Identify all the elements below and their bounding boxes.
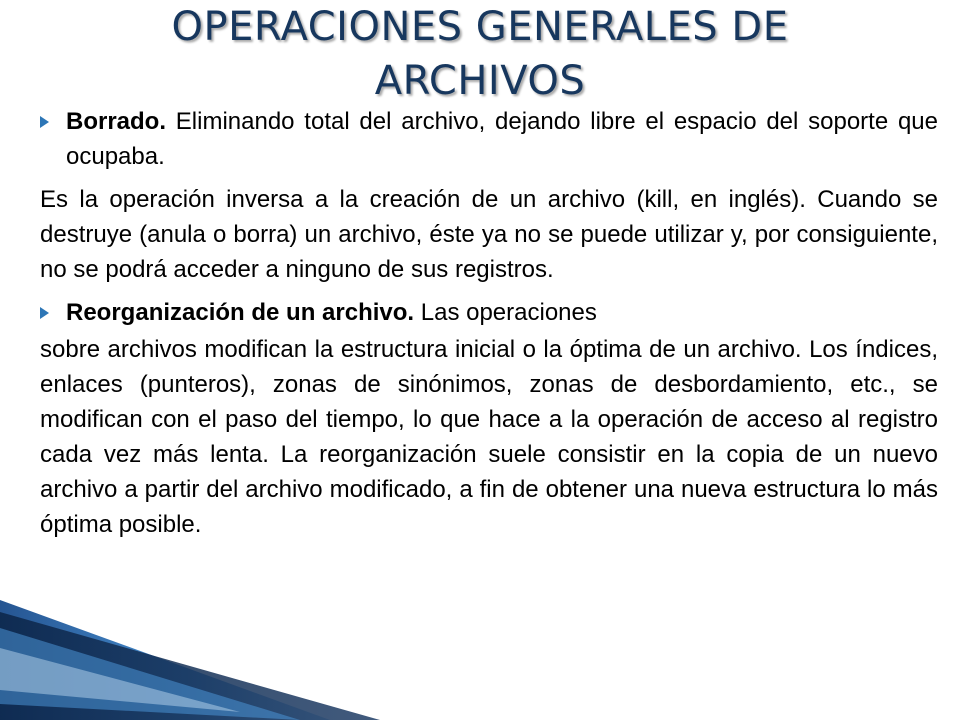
slide-title: OPERACIONES GENERALES DE ARCHIVOS bbox=[171, 4, 789, 104]
slide-body bbox=[40, 104, 938, 542]
bullet-heading: Reorganización de un archivo. bbox=[66, 299, 415, 326]
paragraph-reorganizacion-detail: sobre archivos modifican la estructura inicial o la óptima de un archivo. Los índices, enlaces (punteros), zonas de sinónimos, zonas de desbordamiento, etc., se modifican con el paso del tiempo, lo que hace a la operación de acceso al registro cada vez más lenta. La reorganización suele consistir en la copia de un nuevo archivo a partir del archivo modificado, a fin de obtener una nueva estructura lo más óptima posible. bbox=[40, 336, 938, 538]
triangle-bullet-icon bbox=[40, 116, 49, 128]
bullet-text: Eliminando total del archivo, dejando libre el espacio del soporte que ocupaba. bbox=[66, 108, 938, 170]
triangle-bullet-icon bbox=[40, 307, 49, 319]
paragraph-borrado-detail: Es la operación inversa a la creación de un archivo (kill, en inglés). Cuando se destruye (anula o borra) un archivo, éste ya no se puede utilizar y, por consiguiente, no se podrá acceder a ninguno de sus registros. bbox=[40, 186, 938, 283]
bullet-borrado bbox=[40, 104, 938, 174]
bullet-text: Las operaciones bbox=[414, 299, 597, 326]
bullet-reorganizacion bbox=[40, 295, 938, 330]
bullet-heading: Borrado. bbox=[66, 108, 167, 135]
